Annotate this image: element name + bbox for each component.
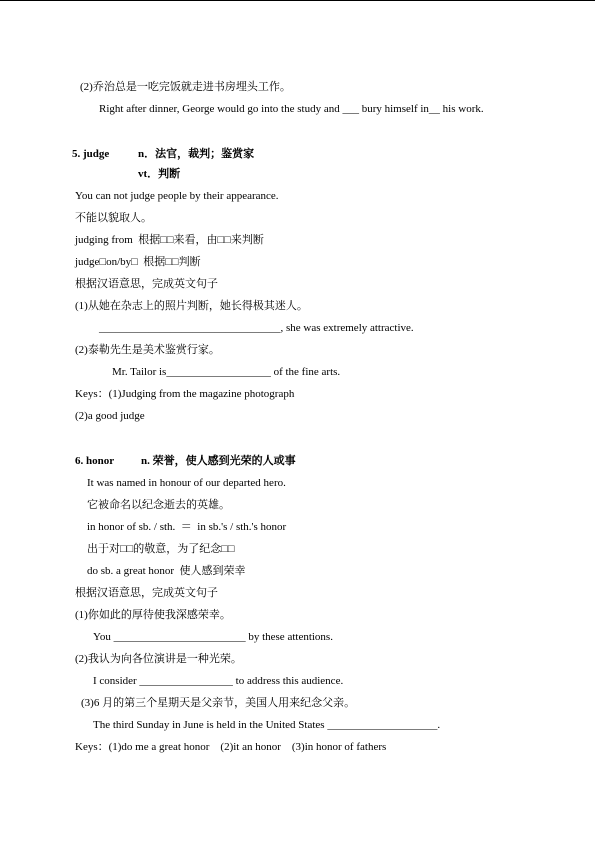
phrase-in-honor-of-cn: 出于对□□的敬意，为了纪念□□ [87,543,235,555]
phrase-in-honor-of: in honor of sb. / sth. ＝ in sb.'s / sth.'s honor [87,521,287,533]
entry-6-noun-sense: n. 荣誉，使人感到光荣的人或事 [141,455,296,467]
entry-6-example-cn: 它被命名以纪念逝去的英雄。 [87,499,230,511]
exercise-5-2-blank: Mr. Tailor is___________________ of the fine arts. [112,366,341,378]
exercise-6-2-blank: I consider _________________ to address this audience. [93,675,344,687]
example-2-english: Right after dinner, George would go into the study and ___ bury himself in__ his work. [99,103,484,115]
exercise-5-1-blank: _________________________________, she was extremely attractive. [99,322,414,334]
exercise-5-1-cn: (1)从她在杂志上的照片判断，她长得极其迷人。 [75,300,308,312]
entry-6-example-en: It was named in honour of our departed hero. [87,477,286,489]
exercise-6-3-blank: The third Sunday in June is held in the United States ____________________. [93,719,441,731]
entry-6-headword: 6. honor [75,455,115,467]
entry-5-headword: 5. judge [72,148,110,160]
exercise-5-2-cn: (2)泰勒先生是美术鉴赏行家。 [75,344,220,356]
phrase-judge-on-by: judge□on/by□ 根据□□判断 [75,256,201,268]
keys-5-line-2: (2)a good judge [75,410,145,422]
exercise-6-2-cn: (2)我认为向各位演讲是一种光荣。 [75,653,242,665]
entry-5-verb-sense: vt．判断 [138,168,181,180]
example-2-chinese: (2)乔治总是一吃完饭就走进书房埋头工作。 [80,81,291,93]
phrase-judging-from: judging from 根据□□来看，由□□来判断 [75,234,264,246]
entry-5-example-en: You can not judge people by their appearance. [75,190,279,202]
keys-5-line-1: Keys：(1)Judging from the magazine photograph [75,388,295,400]
entry-5-example-cn: 不能以貌取人。 [75,212,152,224]
exercise-6-3-cn: (3)6 月的第三个星期天是父亲节，美国人用来纪念父亲。 [81,697,356,709]
exercise-instruction-5: 根据汉语意思，完成英文句子 [75,278,218,290]
exercise-6-1-blank: You ________________________ by these attentions. [93,631,333,643]
top-border-line [0,0,595,1]
exercise-instruction-6: 根据汉语意思，完成英文句子 [75,587,218,599]
exercise-6-1-cn: (1)你如此的厚待使我深感荣幸。 [75,609,231,621]
entry-5-noun-sense: n．法官，裁判；鉴赏家 [138,148,255,160]
keys-6: Keys：(1)do me a great honor (2)it an honor (3)in honor of fathers [75,741,387,753]
phrase-do-great-honor: do sb. a great honor 使人感到荣幸 [87,565,246,577]
